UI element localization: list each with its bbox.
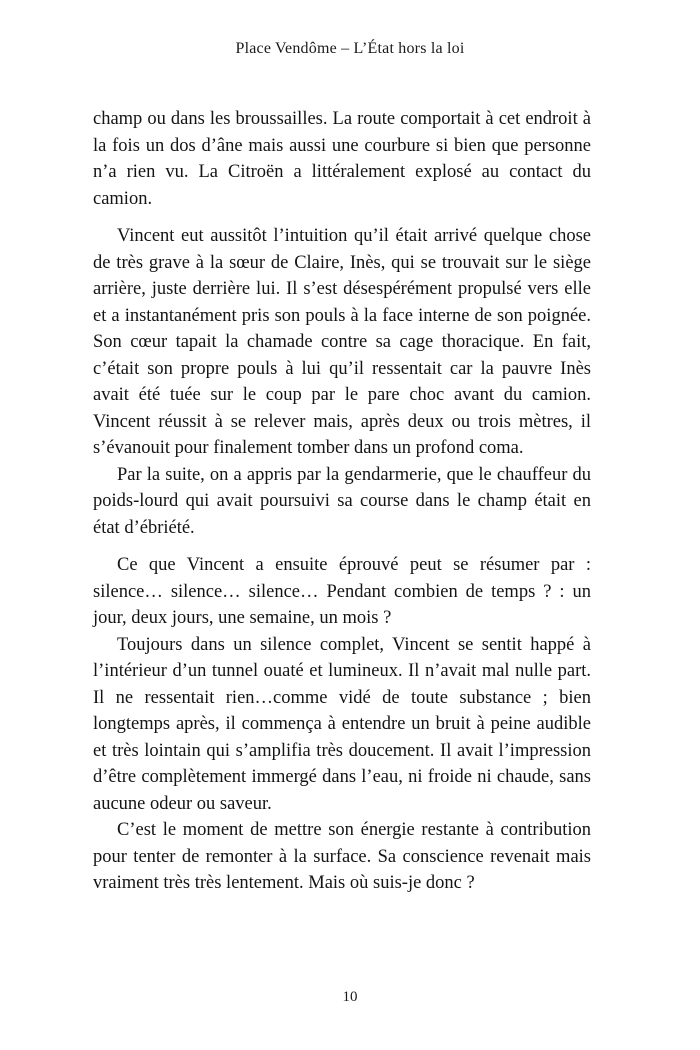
paragraph: Vincent eut aussitôt l’intuition qu’il était arrivé quelque chose de très grave à la sœur de Claire, Inès, qui se trouvait sur le siège arrière, juste derrière lui. Il s’est désespérément propulsé vers elle et a instantanément pris son pouls à la face interne de son poignée. Son cœur tapait la chamade contre sa cage thoracique. En fait, c’était son propre pouls à lui qu’il ressentait car la pauvre Inès avait été tuée sur le coup par le pare choc avant du camion. Vincent réussit à se relever mais, après deux ou trois mètres, il s’évanouit pour finalement tomber dans un profond coma. bbox=[93, 226, 591, 458]
body-text bbox=[93, 106, 591, 897]
page-number: 10 bbox=[342, 989, 358, 1005]
paragraph: Toujours dans un silence complet, Vincent se sentit happé à l’intérieur d’un tunnel ouaté et lumineux. Il n’avait mal nulle part. Il ne ressentait rien…comme vidé de toute substance ; bien longtemps après, il commença à entendre un bruit à peine audible et très lointain qui s’amplifia très doucement. Il avait l’impression d’être complètement immergé dans l’eau, ni froide ni chaude, sans aucune odeur ou saveur. bbox=[93, 634, 591, 814]
paragraph: Par la suite, on a appris par la gendarmerie, que le chauffeur du poids-lourd qui avait poursuivi sa course dans le champ était en état d’ébriété. bbox=[93, 464, 591, 538]
running-header: Place Vendôme – L’État hors la loi bbox=[235, 40, 465, 57]
paragraph: Ce que Vincent a ensuite éprouvé peut se résumer par : silence… silence… silence… Pendant combien de temps ? : un jour, deux jours, une semaine, un mois ? bbox=[93, 555, 591, 628]
paragraph: champ ou dans les broussailles. La route comportait à cet endroit à la fois un dos d’âne mais aussi une courbure si bien que personne n’a rien vu. La Citroën a littéralement explosé au contact du camion. bbox=[93, 109, 591, 209]
paragraph: C’est le moment de mettre son énergie restante à contribution pour tenter de remonter à la surface. Sa conscience revenait mais vraiment très très lentement. Mais où suis-je donc ? bbox=[93, 820, 591, 893]
